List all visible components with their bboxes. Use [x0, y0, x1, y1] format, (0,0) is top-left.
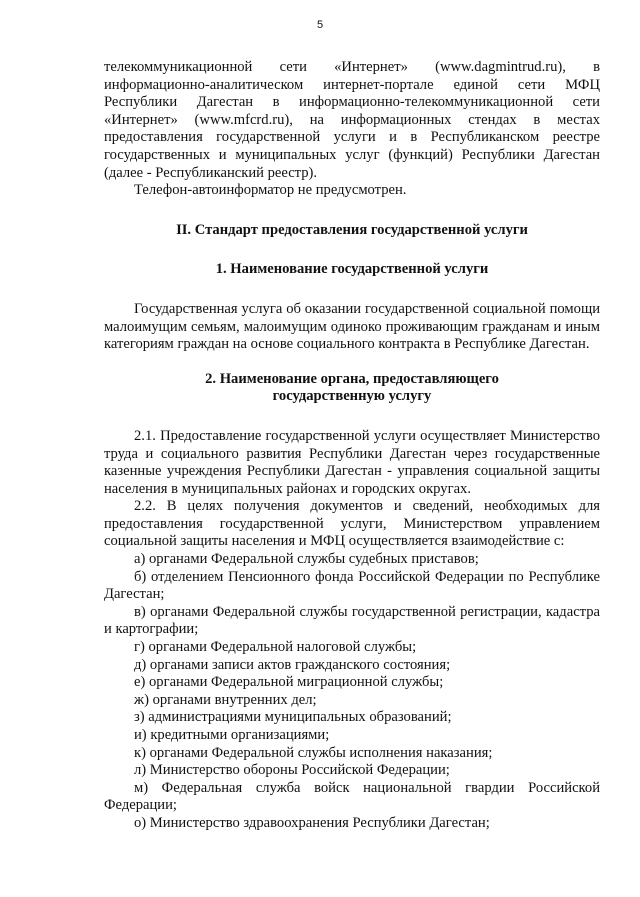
page-number: 5 — [316, 19, 324, 31]
list-item-g: г) органами Федеральной налоговой службы; — [134, 639, 417, 656]
list-item-k: к) органами Федеральной службы исполнения наказания; — [134, 744, 493, 761]
list-item-d: д) органами записи актов гражданского состояния; — [134, 656, 451, 673]
paragraph-2-1: 2.1. Предоставление государственной услуги осуществляет Министерство труда и социального развития Республики Дагестан через государственные казенные учреждения Республики Дагестан - управления социальной защиты населения в муниципальных районах и городских округах. — [104, 427, 600, 497]
list-item-b: б) отделением Пенсионного фонда Российской Федерации по Республике Дагестан; — [104, 568, 600, 603]
service-name-paragraph: Государственная услуга об оказании государственной социальной помощи малоимущим семьям, малоимущим одиноко проживающим гражданам и иным категориям граждан на основе социального контракта в Республике Дагестан. — [104, 300, 600, 353]
list-item-o: о) Министерство здравоохранения Республики Дагестан; — [134, 814, 490, 831]
subsection-1-heading: 1. Наименование государственной услуги — [215, 261, 489, 278]
intro-paragraph: телекоммуникационной сети «Интернет» (www.dagmintrud.ru), в информационно-аналитическом интернет-портале единой сети МФЦ Республики Дагестан в информационно-телекоммуникационной сети «Интернет» (www.mfcrd.ru), на информационных стендах в местах предоставления государственной услуги и в Республиканском реестре государственных и муниципальных услуг (функций) Республики Дагестан (далее - Республиканский реестр). — [104, 59, 600, 181]
interaction-list — [104, 551, 600, 833]
list-item-m: м) Федеральная служба войск национальной гвардии Российской Федерации; — [104, 779, 600, 814]
list-item-a: а) органами Федеральной службы судебных приставов; — [134, 551, 479, 568]
paragraph-2-2: 2.2. В целях получения документов и сведений, необходимых для предоставления государственной услуги, Министерством управлением социальной защиты населения и МФЦ осуществляется взаимодействие с: — [104, 498, 600, 550]
subsection-2-heading — [104, 371, 600, 406]
list-item-i: и) кредитными организациями; — [134, 727, 330, 743]
subsection-2-heading-line1: 2. Наименование органа, предоставляющего — [205, 370, 499, 387]
list-item-zh: ж) органами внутренних дел; — [134, 691, 317, 708]
subsection-2-heading-line2: государственную услугу — [272, 388, 432, 405]
page-content — [104, 59, 600, 833]
list-item-z: з) администрациями муниципальных образований; — [134, 709, 452, 726]
phone-note: Телефон-автоинформатор не предусмотрен. — [134, 182, 407, 199]
section-heading: II. Стандарт предоставления государственной услуги — [176, 221, 528, 238]
list-item-v: в) органами Федеральной службы государственной регистрации, кадастра и картографии; — [104, 603, 600, 638]
list-item-e: е) органами Федеральной миграционной службы; — [134, 674, 444, 691]
list-item-l: л) Министерство обороны Российской Федерации; — [134, 762, 450, 779]
